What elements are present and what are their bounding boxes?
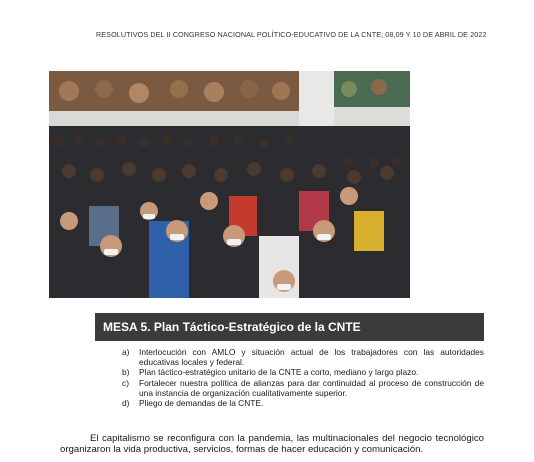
section-title: MESA 5. Plan Táctico-Estratégico de la CNTE [103, 320, 361, 334]
crowd-photo-illustration [49, 71, 410, 298]
list-item-text: Plan táctico-estratégico unitario de la CNTE a corto, mediano y largo plazo. [139, 367, 419, 378]
list-item [122, 398, 484, 408]
list-item-text: Fortalecer nuestra política de alianzas para dar continuidad al proceso de construcción de una instancia de organización cualitativamente superior. [139, 377, 484, 398]
list-item-text: Pliego de demandas de la CNTE. [139, 398, 264, 409]
agenda-list [122, 347, 484, 408]
list-marker: b) [122, 367, 130, 378]
list-item [122, 347, 484, 367]
list-marker: d) [122, 398, 130, 409]
running-header: RESOLUTIVOS DEL II CONGRESO NACIONAL POLÍTICO-EDUCATIVO DE LA CNTE; 08,09 Y 10 DE ABRIL DE 2022 [96, 30, 487, 39]
list-marker: c) [122, 377, 129, 388]
congress-photo [49, 71, 410, 298]
list-item [122, 378, 484, 398]
list-marker: a) [122, 347, 130, 357]
list-item-text: Interlocución con AMLO y situación actual de los trabajadores con las autoridades educativas locales y federal. [139, 347, 484, 368]
body-paragraph: El capitalismo se reconfigura con la pandemia, las multinacionales del negocio tecnológico organizaron la vida productiva, servicios, formas de hacer educación y comunicación. [60, 433, 484, 456]
list-item [122, 367, 484, 377]
section-title-banner [95, 313, 484, 341]
